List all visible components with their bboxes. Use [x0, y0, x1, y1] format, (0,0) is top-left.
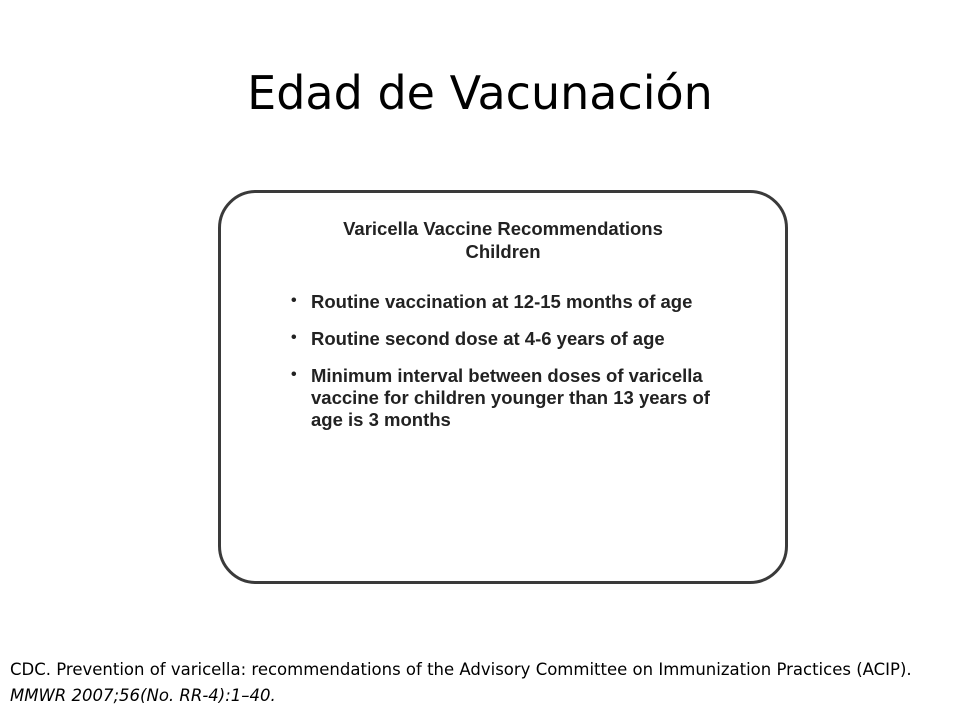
card-title-line-1: Varicella Vaccine Recommendations — [343, 218, 663, 239]
bullet-icon: • — [291, 329, 297, 346]
card-title — [221, 217, 785, 263]
bullet-icon: • — [291, 292, 297, 309]
citation — [10, 657, 950, 709]
recommendation-item-second-dose — [291, 328, 731, 350]
recommendation-text: Routine vaccination at 12-15 months of age — [311, 291, 693, 312]
recommendation-item-minimum-interval — [291, 365, 731, 431]
recommendation-item-first-dose — [291, 291, 731, 313]
citation-text: CDC. Prevention of varicella: recommendations of the Advisory Committee on Immunization Practices (ACIP). — [10, 660, 912, 679]
bullet-icon: • — [291, 366, 297, 383]
slide-title: Edad de Vacunación — [247, 66, 713, 120]
recommendations-card — [218, 190, 788, 584]
card-title-line-2: Children — [465, 241, 541, 262]
recommendation-text: Minimum interval between doses of varicella vaccine for children younger than 13 years of age is 3 months — [311, 365, 710, 430]
recommendation-text: Routine second dose at 4-6 years of age — [311, 328, 665, 349]
recommendations-list — [291, 291, 731, 446]
citation-journal: MMWR 2007;56(No. RR-4):1–40. — [10, 686, 276, 705]
